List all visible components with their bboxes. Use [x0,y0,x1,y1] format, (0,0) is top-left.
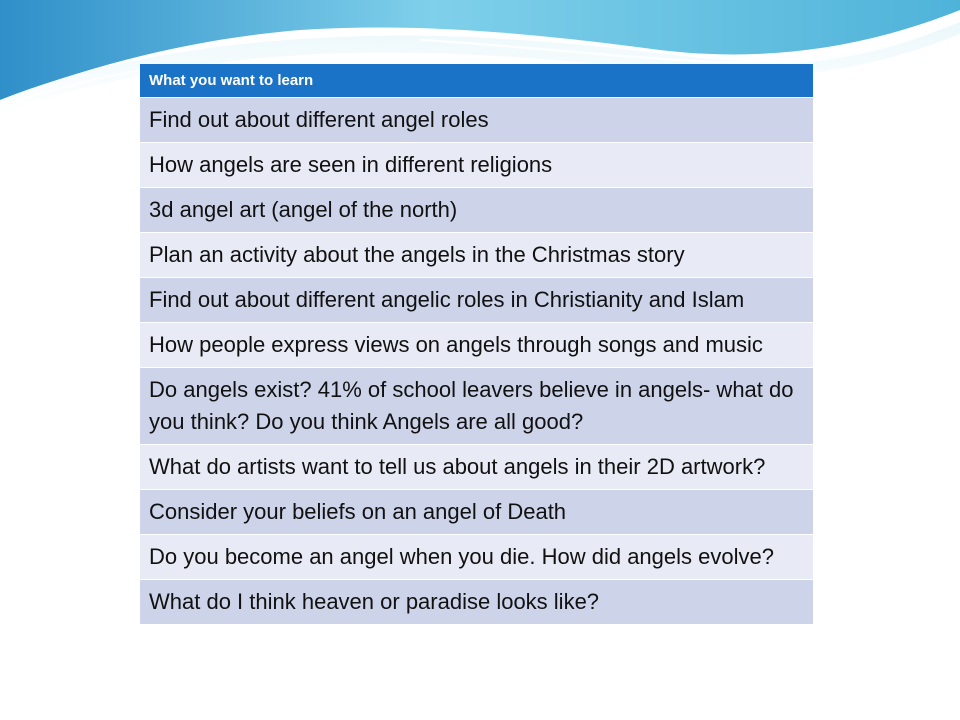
table-cell: What do artists want to tell us about angels in their 2D artwork? [140,445,813,490]
table-cell: Plan an activity about the angels in the Christmas story [140,233,813,278]
table-row [140,233,813,278]
table-cell: How angels are seen in different religions [140,143,813,188]
table-cell: Find out about different angelic roles in Christianity and Islam [140,278,813,323]
table-row [140,188,813,233]
table-row [140,368,813,445]
table-row [140,490,813,535]
learning-table [140,64,813,625]
table-row [140,98,813,143]
table-cell: Do angels exist? 41% of school leavers believe in angels- what do you think? Do you think Angels are all good? [140,368,813,445]
table-row [140,323,813,368]
table-cell: 3d angel art (angel of the north) [140,188,813,233]
table-cell: What do I think heaven or paradise looks like? [140,580,813,625]
table-row [140,278,813,323]
table-header: What you want to learn [140,64,813,98]
table-cell: Consider your beliefs on an angel of Death [140,490,813,535]
table-cell: How people express views on angels through songs and music [140,323,813,368]
table-cell: Do you become an angel when you die. How did angels evolve? [140,535,813,580]
table-row [140,143,813,188]
table-row [140,445,813,490]
table-row [140,535,813,580]
table-row [140,580,813,625]
table-cell: Find out about different angel roles [140,98,813,143]
